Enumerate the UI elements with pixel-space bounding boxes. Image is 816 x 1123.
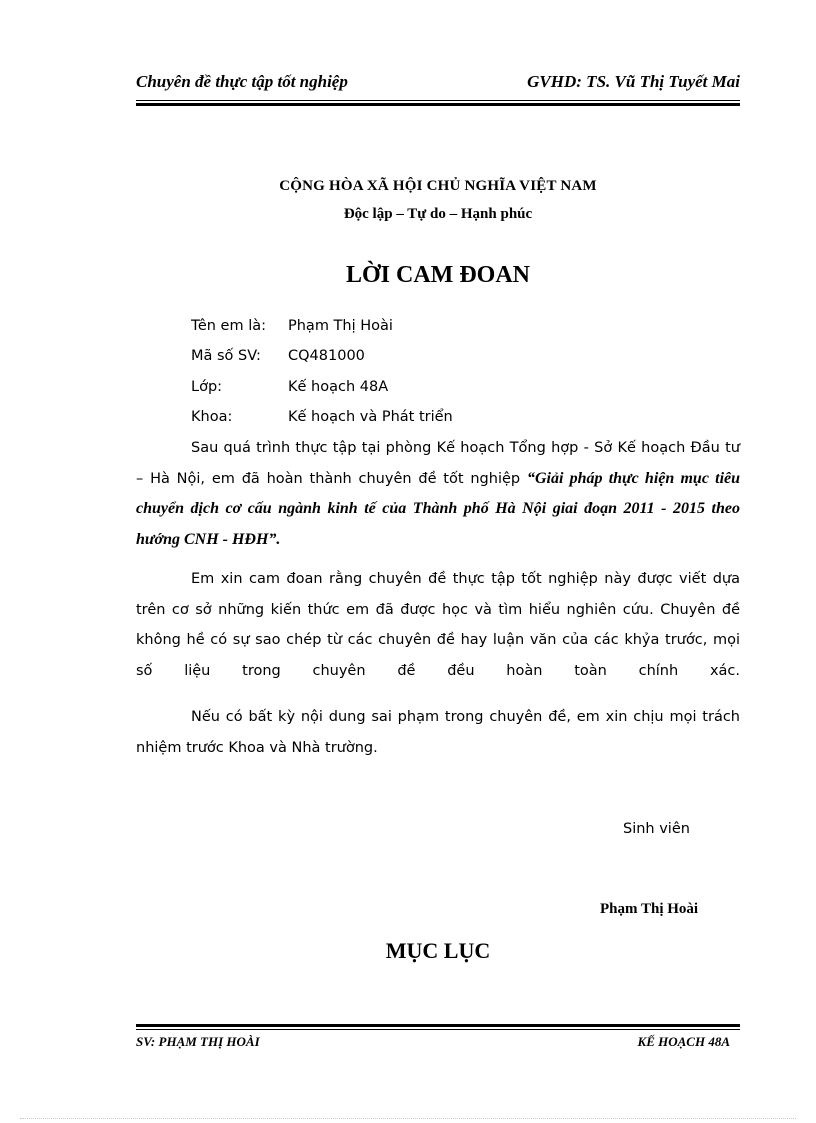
- page-title: LỜI CAM ĐOAN: [346, 262, 530, 288]
- header-right-text: GVHD: TS. Vũ Thị Tuyết Mai: [527, 72, 740, 91]
- info-row-faculty: [191, 409, 453, 425]
- nation-title: CỘNG HÒA XÃ HỘI CHỦ NGHĨA VIỆT NAM: [279, 178, 597, 194]
- info-value: Phạm Thị Hoài: [288, 318, 393, 334]
- info-label: Tên em là:: [191, 318, 266, 334]
- footer-left-text: SV: PHẠM THỊ HOÀI: [136, 1034, 260, 1049]
- paragraph-intro: [136, 433, 740, 555]
- paragraph-responsibility: Nếu có bất kỳ nội dung sai phạm trong chuyên đề, em xin chịu mọi trách nhiệm trước Khoa và Nhà trường.: [136, 709, 740, 756]
- info-row-name: [191, 318, 393, 334]
- signature-name: Phạm Thị Hoài: [600, 901, 699, 917]
- info-value: CQ481000: [288, 348, 365, 364]
- page-header: [136, 72, 740, 98]
- info-row-student-id: [191, 348, 365, 364]
- thesis-topic: “Giải pháp thực hiện mục tiêu chuyển dịch cơ cấu ngành kinh tế của Thành phố Hà Nội giai đoạn 2011 - 2015 theo hướng CNH - HĐH”.: [136, 469, 741, 548]
- info-label: Khoa:: [191, 409, 233, 425]
- header-rule-thick: [136, 103, 740, 106]
- info-label: Lớp:: [191, 379, 223, 395]
- info-value: Kế hoạch và Phát triển: [288, 409, 453, 425]
- footer-rule-thick: [136, 1024, 740, 1027]
- info-row-class: [191, 379, 388, 395]
- page-edge-dotted-line: [20, 1118, 796, 1119]
- footer-right-text: KẾ HOẠCH 48A: [637, 1034, 730, 1049]
- header-left-text: Chuyên đề thực tập tốt nghiệp: [136, 72, 348, 91]
- signature-role: Sinh viên: [623, 821, 690, 837]
- toc-title: MỤC LỤC: [385, 938, 491, 963]
- info-value: Kế hoạch 48A: [288, 379, 389, 395]
- header-rule-thin: [136, 100, 740, 101]
- footer-rule-thin: [136, 1029, 740, 1030]
- motto: Độc lập – Tự do – Hạnh phúc: [343, 206, 533, 222]
- paragraph-intro-text: Sau quá trình thực tập tại phòng Kế hoạch Tổng hợp - Sở Kế hoạch Đầu tư – Hà Nội, em đã hoàn thành chuyên đề tốt nghiệp: [136, 440, 740, 487]
- info-label: Mã số SV:: [191, 348, 261, 364]
- paragraph-declaration: Em xin cam đoan rằng chuyên đề thực tập tốt nghiệp này được viết dựa trên cơ sở những kiến thức em đã được học và tìm hiểu nghiên cứu. Chuyên đề không hề có sự sao chép từ các chuyên đề hay luận văn của các khỷa trước, mọi số liệu trong chuyên đề đều hoàn toàn chính xác.: [136, 571, 740, 679]
